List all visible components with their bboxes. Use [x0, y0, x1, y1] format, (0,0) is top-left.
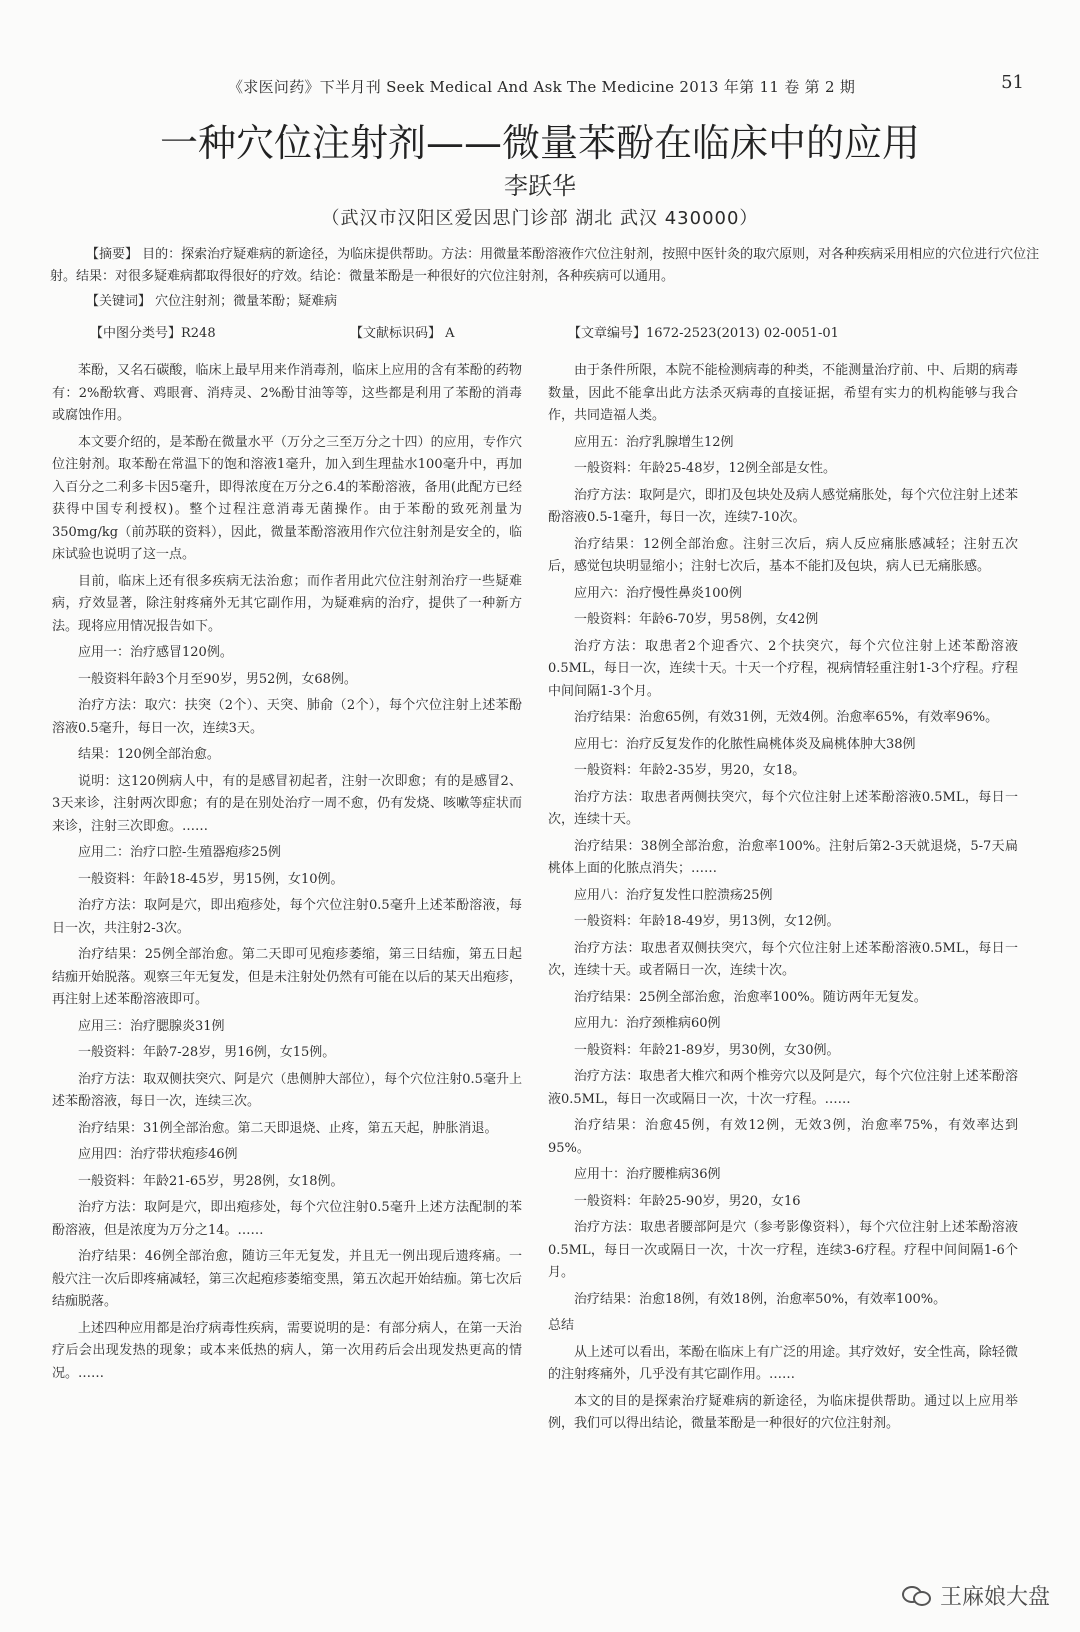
clc-number: 【中图分类号】R248 — [90, 326, 216, 341]
summary-heading: 总结 — [548, 1318, 575, 1333]
section-heading: 应用二：治疗口腔-生殖器疱疹25例 — [78, 845, 281, 860]
paragraph: 本文要介绍的，是苯酚在微量水平（万分之三至万分之十四）的应用，专作穴位注射剂。取苯酚在常温下的饱和溶液1毫升，加入到生理盐水100毫升中，再加入百分之二利多卡因5毫升，即得浓度在万分之6.4的苯酚溶液，备用(此配方已经获得中国专利授权)。整个过程注意消毒无菌操作。由于苯酚的致死剂量为350mg/kg（前苏联的资料），因此，微量苯酚溶液用作穴位注射剂是安全的，临床试验也说明了这一点。 — [52, 434, 522, 562]
abstract: 【摘要】 目的：探索治疗疑难病的新途径，为临床提供帮助。方法：用微量苯酚溶液作穴位注射剂，按照中医针灸的取穴原则，对各种疾病采用相应的穴位进行穴位注射。结果：对很多疑难病都取得很好的疗效。结论：微量苯酚是一种很好的穴位注射剂，各种疾病可以通用。 — [50, 247, 1040, 284]
document-code: 【文献标识码】 A — [350, 326, 455, 341]
paragraph: 治疗方法：取阿是穴，即出疱疹处，每个穴位注射0.5毫升上述苯酚溶液，每日一次，共注射2-3次。 — [52, 898, 522, 936]
paragraph: 治疗结果：31例全部治愈。第二天即退烧、止疼，第五天起，肿胀消退。 — [78, 1120, 498, 1136]
paragraph: 治疗方法：取双侧扶突穴、阿是穴（患侧肿大部位），每个穴位注射0.5毫升上述苯酚溶液，每日一次，连续三次。 — [52, 1071, 522, 1109]
paragraph: 治疗结果：46例全部治愈，随访三年无复发，并且无一例出现后遗疼痛。一般穴注一次后即疼痛减轻，第三次起疱疹萎缩变黑，第五次起开始结痂。第七次后结痂脱落。 — [52, 1249, 522, 1309]
paragraph: 一般资料年龄3个月至90岁，男52例，女68例。 — [78, 671, 357, 687]
watermark — [902, 1580, 1050, 1610]
paragraph: 治疗方法：取阿是穴，即出疱疹处，每个穴位注射0.5毫升上述方法配制的苯酚溶液，但是浓度为万分之14。…… — [52, 1200, 522, 1238]
paragraph: 一般资料：年龄21-65岁，男28例，女18例。 — [78, 1173, 344, 1189]
paragraph: 目前，临床上还有很多疾病无法治愈；而作者用此穴位注射剂治疗一些疑难病，疗效显著，除注射疼痛外无其它副作用，为疑难病的治疗，提供了一种新方法。现将应用情况报告如下。 — [52, 573, 522, 634]
paragraph: 治疗结果：25例全部治愈。第二天即可见疱疹萎缩，第三日结痂，第五日起结痂开始脱落。观察三年无复发，但是未注射处仍然有可能在以后的某天出疱疹，再注射上述苯酚溶液即可。 — [52, 947, 522, 1007]
paragraph: 治疗方法：取患者双侧扶突穴，每个穴位注射上述苯酚溶液0.5ML，每日一次，连续十天。或者隔日一次，连续十次。 — [548, 940, 1018, 978]
article-author: 李跃华 — [504, 172, 576, 200]
paragraph: 治疗结果：12例全部治愈。注射三次后，病人反应痛胀感减轻；注射五次后，感觉包块明显缩小；注射七次后，基本不能扪及包块，病人已无痛胀感。 — [548, 536, 1018, 574]
paragraph: 说明：这120例病人中，有的是感冒初起者，注射一次即愈；有的是感冒2、3天来诊，注射两次即愈；有的是在别处治疗一周不愈，仍有发烧、咳嗽等症状而来诊，注射三次即愈。…… — [52, 773, 522, 834]
section-heading: 应用五：治疗乳腺增生12例 — [574, 434, 734, 450]
section-heading: 应用八：治疗复发性口腔溃疡25例 — [574, 887, 773, 903]
paragraph: 苯酚，又名石碳酸，临床上最早用来作消毒剂，临床上应用的含有苯酚的药物有：2%酚软膏、鸡眼膏、消痔灵、2%酚甘油等等，这些都是利用了苯酚的消毒或腐蚀作用。 — [52, 363, 522, 423]
right-column — [548, 360, 1018, 1440]
section-heading: 应用四：治疗带状疱疹46例 — [78, 1147, 238, 1162]
article-affiliation: （武汉市汉阳区爱因思门诊部 湖北 武汉 430000） — [321, 208, 759, 229]
paragraph: 治疗结果：治愈45例，有效12例，无效3例，治愈率75%，有效率达到95%。 — [548, 1118, 1018, 1156]
paragraph: 一般资料：年龄18-45岁，男15例，女10例。 — [78, 871, 344, 887]
paragraph: 由于条件所限，本院不能检测病毒的种类，不能测量治疗前、中、后期的病毒数量，因此不能拿出此方法杀灭病毒的直接证据，希望有实力的机构能够与我合作，共同造福人类。 — [548, 363, 1018, 423]
paragraph: 从上述可以看出，苯酚在临床上有广泛的用途。其疗效好，安全性高，除轻微的注射疼痛外，几乎没有其它副作用。…… — [548, 1344, 1018, 1382]
article-title: 一种穴位注射剂——微量苯酚在临床中的应用 — [159, 121, 920, 165]
paragraph: 治疗方法：取患者大椎穴和两个椎旁穴以及阿是穴，每个穴位注射上述苯酚溶液0.5ML，每日一次或隔日一次，十次一疗程。…… — [548, 1069, 1018, 1107]
paragraph: 治疗结果：25例全部治愈，治愈率100%。随访两年无复发。 — [574, 989, 927, 1005]
section-heading: 应用十：治疗腰椎病36例 — [574, 1167, 721, 1182]
section-heading: 应用九：治疗颈椎病60例 — [574, 1016, 721, 1031]
paragraph: 治疗方法：取患者腰部阿是穴（参考影像资料），每个穴位注射上述苯酚溶液0.5ML，每日一次或隔日一次，十次一疗程，连续3-6疗程。疗程中间间隔1-6个月。 — [548, 1220, 1018, 1280]
paragraph: 治疗结果：治愈18例，有效18例，治愈率50%，有效率100%。 — [574, 1291, 947, 1307]
section-heading: 应用七：治疗反复发作的化脓性扁桃体炎及扁桃体肿大38例 — [574, 736, 916, 752]
section-heading: 应用六：治疗慢性鼻炎100例 — [574, 585, 742, 601]
paragraph: 治疗方法：取穴：扶突（2个）、天突、肺俞（2个），每个穴位注射上述苯酚溶液0.5毫升，每日一次，连续3天。 — [52, 698, 522, 736]
paragraph: 治疗结果：治愈65例，有效31例，无效4例。治愈率65%，有效率96%。 — [574, 710, 999, 725]
paragraph: 上述四种应用都是治疗病毒性疾病，需要说明的是：有部分病人，在第一天治疗后会出现发热的现象；或本来低热的病人，第一次用药后会出现发热更高的情况。…… — [52, 1320, 522, 1381]
paragraph: 一般资料：年龄25-90岁，男20，女16 — [574, 1193, 801, 1209]
paragraph: 一般资料：年龄25-48岁，12例全部是女性。 — [574, 461, 837, 476]
journal-name: 《求医问药》下半月刊 Seek Medical And Ask The Medicine 2013 年第 11 卷 第 2 期 — [228, 78, 856, 96]
section-heading: 应用一：治疗感冒120例。 — [78, 645, 233, 660]
article-number: 【文章编号】1672-2523(2013) 02-0051-01 — [568, 326, 839, 341]
running-header — [228, 70, 1060, 100]
page-number: 51 — [1001, 72, 1024, 93]
paragraph: 本文的目的是探索治疗疑难病的新途径，为临床提供帮助。通过以上应用举例，我们可以得出结论，微量苯酚是一种很好的穴位注射剂。 — [548, 1393, 1018, 1431]
paragraph: 一般资料：年龄21-89岁，男30例，女30例。 — [574, 1042, 840, 1058]
left-column — [52, 360, 522, 1389]
paragraph: 一般资料：年龄7-28岁，男16例，女15例。 — [78, 1045, 336, 1060]
paragraph: 结果：120例全部治愈。 — [78, 747, 220, 762]
paragraph: 一般资料：年龄2-35岁，男20，女18。 — [574, 763, 806, 778]
paragraph: 一般资料：年龄18-49岁，男13例，女12例。 — [574, 914, 840, 929]
paragraph: 一般资料：年龄6-70岁，男58例，女42例 — [574, 612, 819, 627]
paragraph: 治疗方法：取患者两侧扶突穴，每个穴位注射上述苯酚溶液0.5ML，每日一次，连续十天。 — [548, 789, 1018, 827]
paragraph: 治疗方法：取阿是穴，即扪及包块处及病人感觉痛胀处，每个穴位注射上述苯酚溶液0.5-1毫升，每日一次，连续7-10次。 — [548, 487, 1018, 525]
wechat-icon — [902, 1584, 932, 1606]
paragraph: 治疗结果：38例全部治愈，治愈率100%。注射后第2-3天就退烧，5-7天扁桃体上面的化脓点消失；…… — [548, 838, 1018, 876]
paragraph: 治疗方法：取患者2个迎香穴、2个扶突穴，每个穴位注射上述苯酚溶液0.5ML，每日一次，连续十天。十天一个疗程，视病情轻重注射1-3个疗程。疗程中间间隔1-3个月。 — [548, 638, 1018, 699]
watermark-text: 王麻娘大盘 — [939, 1584, 1050, 1610]
keywords: 【关键词】 穴位注射剂；微量苯酚；疑难病 — [86, 294, 338, 309]
section-heading: 应用三：治疗腮腺炎31例 — [78, 1018, 225, 1034]
